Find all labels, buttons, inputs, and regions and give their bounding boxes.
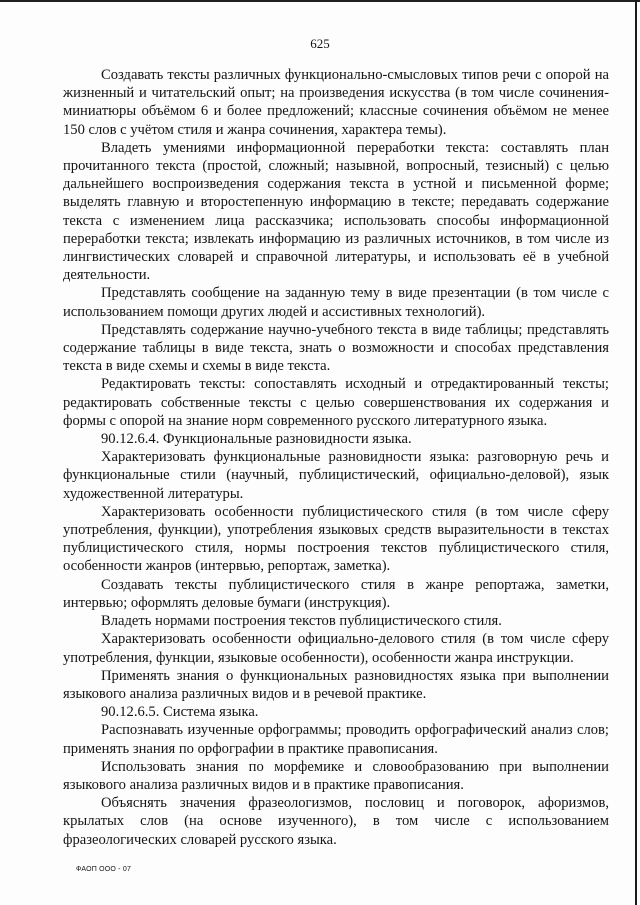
paragraph: Применять знания о функциональных разновидностях языка при выполнении языкового анализа различных видов и в речевой практике. <box>63 667 609 702</box>
paragraph: Создавать тексты публицистического стиля в жанре репортажа, заметки, интервью; оформлять деловые бумаги (инструкция). <box>63 576 609 611</box>
section-heading: 90.12.6.5. Система языка. <box>101 704 259 721</box>
paragraph: Создавать тексты различных функционально-смысловых типов речи с опорой на жизненный и читательский опыт; на произведения искусства (в том числе сочинения-миниатюры объёмом 6 и более предложений; классные сочинения объёмом не менее 150 слов с учётом стиля и жанра сочинения, характера темы). <box>63 67 609 138</box>
section-heading: 90.12.6.4. Функциональные разновидности языка. <box>101 431 412 448</box>
page-number: 625 <box>310 36 330 51</box>
footer-label: ФАОП ООО - 07 <box>76 866 132 873</box>
paragraph: Распознавать изученные орфограммы; проводить орфографический анализ слов; применять знания по орфографии в практике правописания. <box>63 722 609 757</box>
paragraph: Владеть умениями информационной переработки текста: составлять план прочитанного текста (простой, сложный; назывной, вопросный, тезисный) с целью дальнейшего воспроизведения содержания текста в устной и письменной форме; выделять главную и второстепенную информацию в тексте; передавать содержание текста с изменением лица рассказчика; использовать способы информационной переработки текста; извлекать информацию из различных источников, в том числе из лингвистических словарей и справочной литературы, и использовать её в учебной деятельности. <box>63 139 609 284</box>
paragraph: Представлять сообщение на заданную тему в виде презентации (в том числе с использованием помощи других людей и ассистивных технологий). <box>63 285 609 320</box>
paragraph: Использовать знания по морфемике и словообразованию при выполнении языкового анализа различных видов и в практике правописания. <box>63 758 609 793</box>
paragraph: Объяснять значения фразеологизмов, пословиц и поговорок, афоризмов, крылатых слов (на основе изученного), в том числе с использованием фразеологических словарей русского языка. <box>63 795 609 848</box>
paragraph: Представлять содержание научно-учебного текста в виде таблицы; представлять содержание таблицы в виде текста, знать о возможности и способах представления текста в виде схемы и схемы в виде текста. <box>63 321 609 375</box>
document-body <box>63 66 609 849</box>
paragraph: Владеть нормами построения текстов публицистического стиля. <box>101 613 502 630</box>
paragraph: Характеризовать функциональные разновидности языка: разговорную речь и функциональные стили (научный, публицистический, официально-деловой), язык художественной литературы. <box>63 449 609 502</box>
scan-border-top <box>0 0 640 2</box>
scan-border-right <box>635 0 637 905</box>
paragraph: Редактировать тексты: сопоставлять исходный и отредактированный тексты; редактировать собственные тексты с целью совершенствования их содержания и формы с опорой на знание норм современного русского литературного языка. <box>63 376 609 429</box>
paragraph: Характеризовать особенности официально-делового стиля (в том числе сферу употребления, функции, языковые особенности), особенности жанра инструкции. <box>63 631 609 666</box>
paragraph: Характеризовать особенности публицистического стиля (в том числе сферу употребления, функции), употребления языковых средств выразительности в текстах публицистического стиля, нормы построения текстов публицистического стиля, особенности жанров (интервью, репортаж, заметка). <box>63 503 609 575</box>
